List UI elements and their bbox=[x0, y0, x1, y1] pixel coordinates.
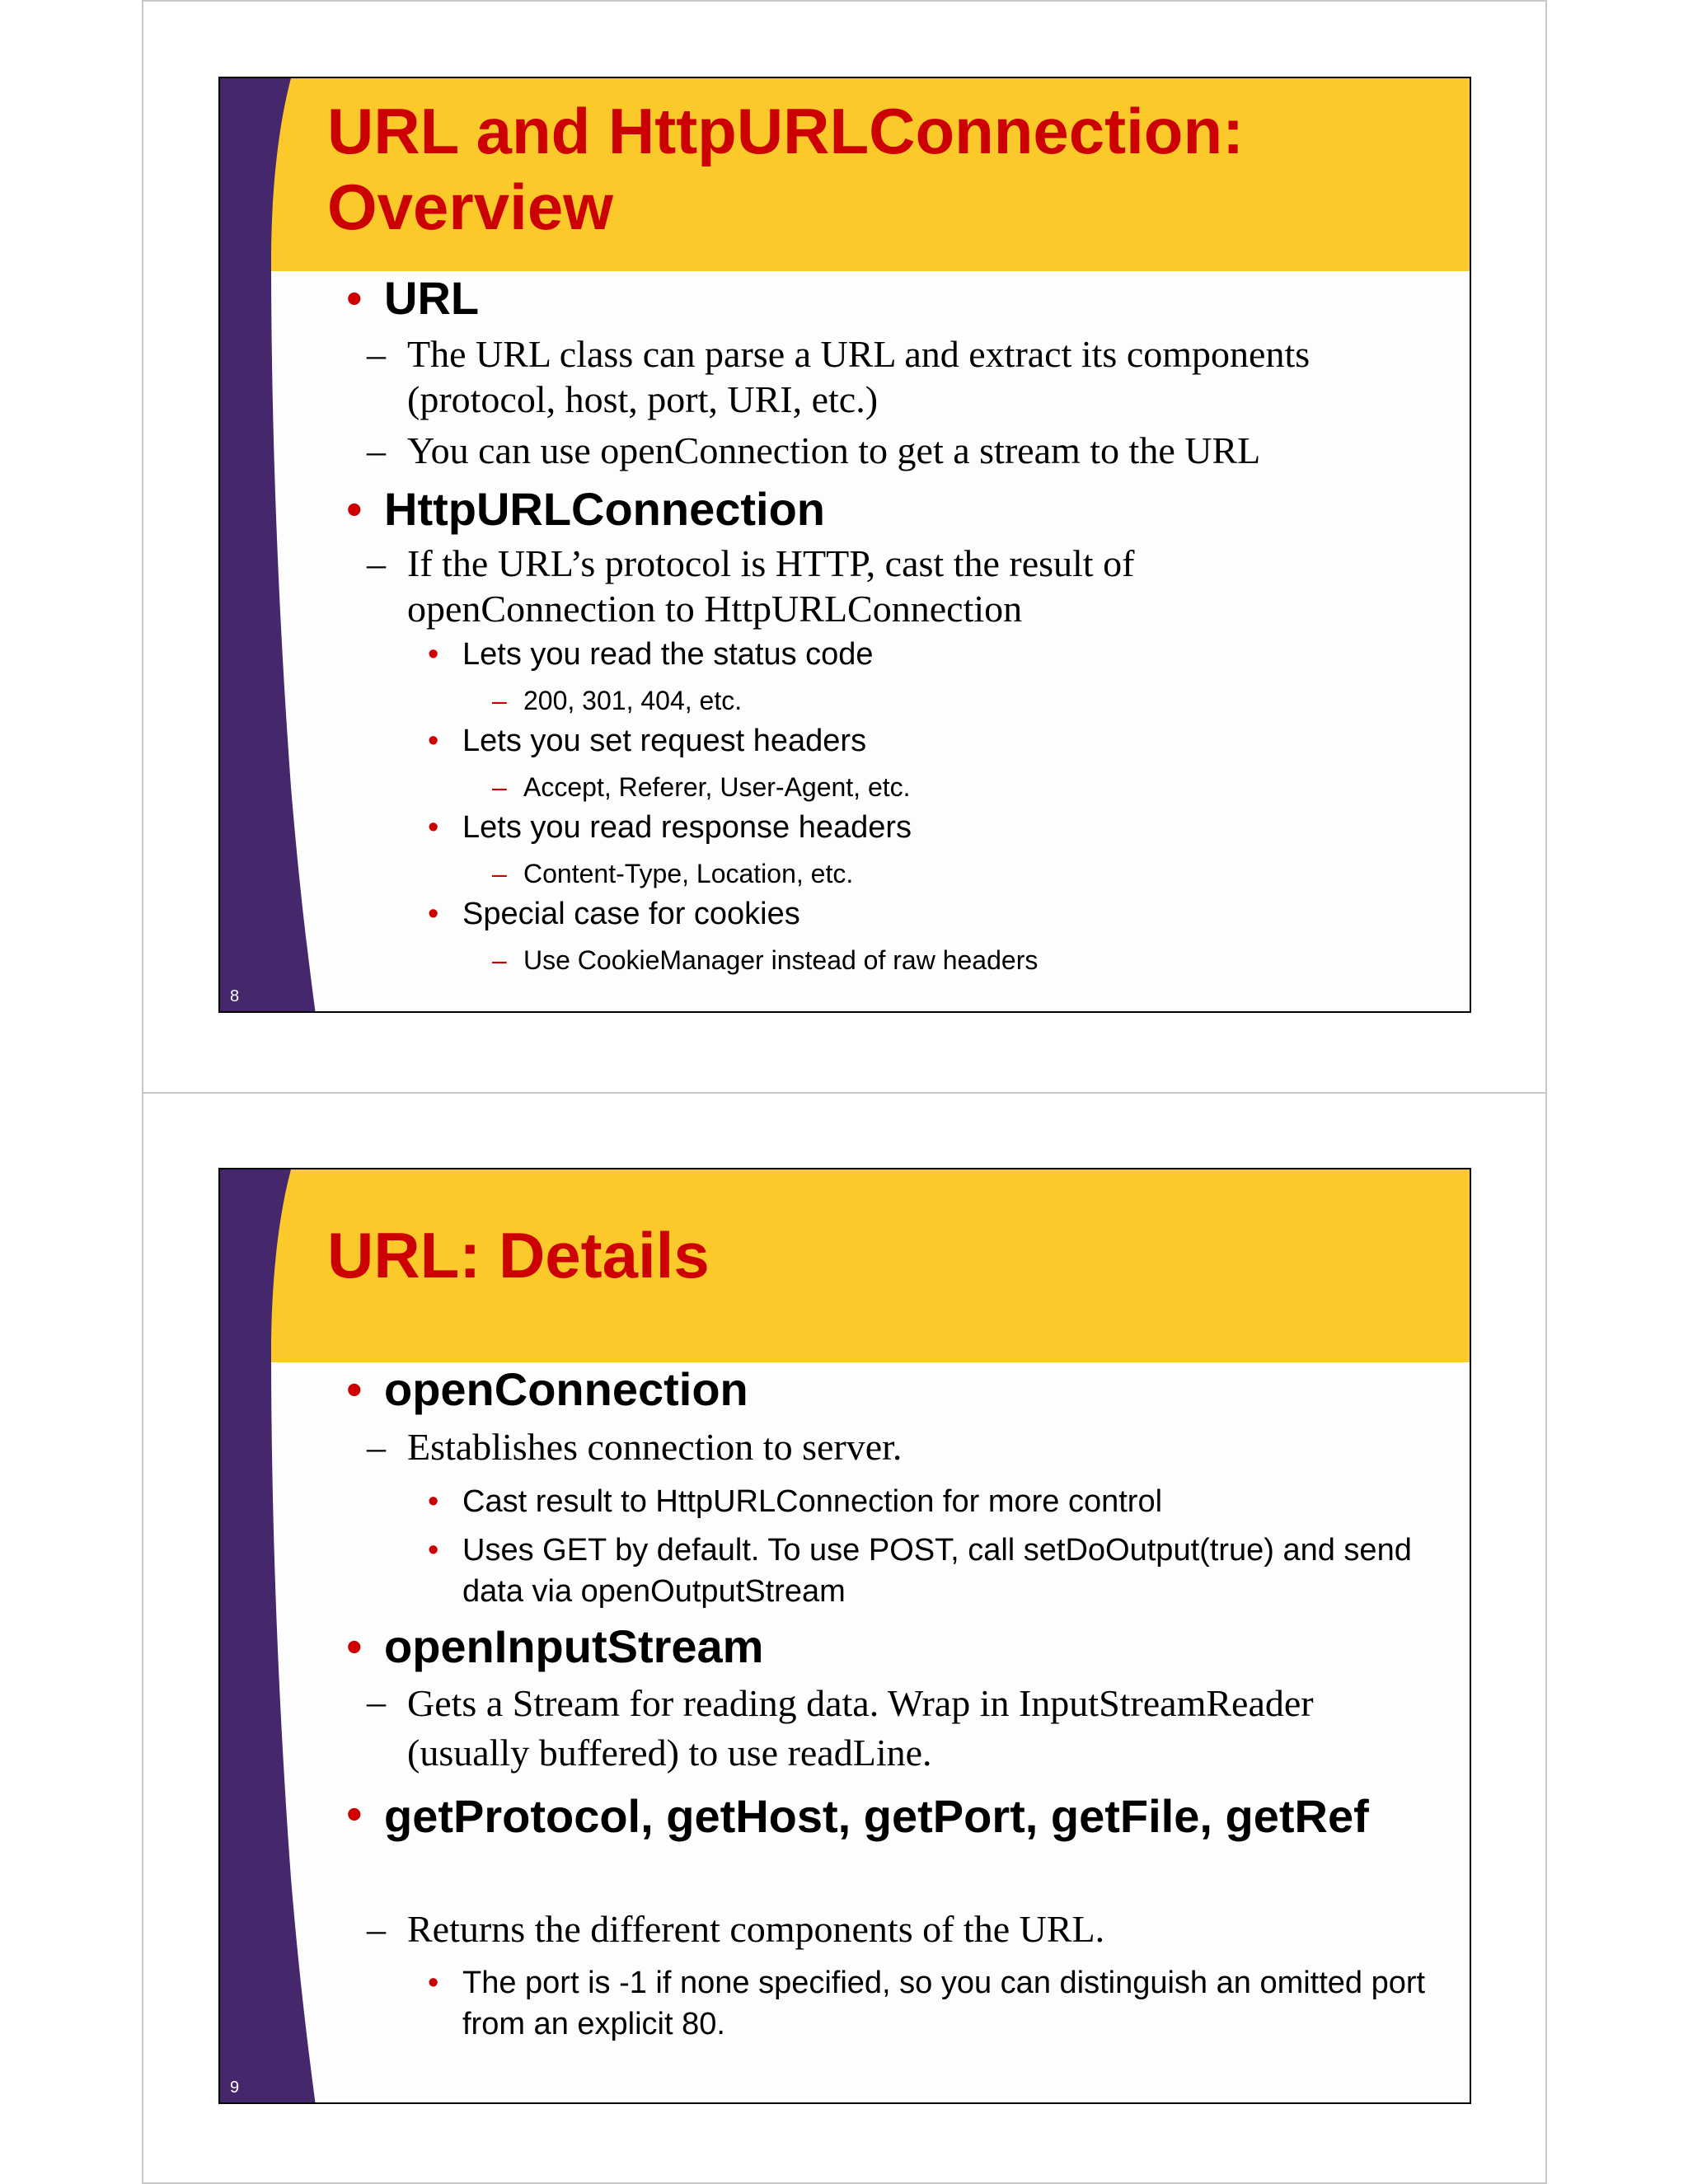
bullet-text: Uses GET by default. To use POST, call setDoOutput(true) and send data via openOutputStream bbox=[462, 1533, 1412, 1609]
bullet-text: openConnection bbox=[384, 1363, 748, 1415]
bullet-text: Accept, Referer, User-Agent, etc. bbox=[523, 772, 911, 802]
bullet-text: openInputStream bbox=[384, 1620, 764, 1672]
bullet-icon: • bbox=[346, 1363, 363, 1415]
list-item bbox=[428, 1481, 1400, 1522]
list-item bbox=[492, 944, 1399, 977]
list-item bbox=[367, 428, 1372, 473]
bullet-icon: • bbox=[428, 897, 439, 931]
slide-title bbox=[327, 93, 1448, 245]
list-item bbox=[428, 1530, 1417, 1612]
page-divider bbox=[142, 1092, 1547, 1094]
dash-icon: – bbox=[367, 1680, 386, 1722]
dash-icon: – bbox=[367, 1908, 386, 1950]
dash-icon: – bbox=[367, 542, 386, 584]
list-item bbox=[346, 271, 1380, 326]
list-item bbox=[367, 1424, 1372, 1469]
list-item bbox=[346, 1362, 1380, 1417]
dash-icon: – bbox=[367, 429, 386, 471]
dash-icon: – bbox=[492, 945, 507, 975]
bullet-text: If the URL’s protocol is HTTP, cast the result of openConnection to HttpURLConnection bbox=[407, 542, 1135, 630]
slide-number: 9 bbox=[230, 2079, 240, 2097]
bullet-text: Lets you read the status code bbox=[462, 637, 874, 672]
slide-title-line: URL: Details bbox=[327, 1219, 710, 1291]
bullet-text: URL bbox=[384, 272, 480, 324]
list-item bbox=[367, 541, 1191, 631]
bullet-text: getProtocol, getHost, getPort, getFile, getRef bbox=[384, 1790, 1369, 1842]
side-bar bbox=[220, 78, 319, 1011]
list-item bbox=[367, 1679, 1381, 1778]
bullet-text: 200, 301, 404, etc. bbox=[523, 686, 743, 715]
list-item bbox=[346, 1619, 1380, 1674]
bullet-icon: • bbox=[428, 637, 439, 672]
bullet-text: You can use openConnection to get a stream to the URL bbox=[407, 429, 1261, 471]
bullet-icon: • bbox=[428, 1533, 439, 1568]
bullet-icon: • bbox=[346, 1788, 363, 1840]
bullet-icon: • bbox=[428, 1484, 439, 1519]
slide-title-line: URL and HttpURLConnection: bbox=[327, 95, 1245, 167]
list-item bbox=[492, 684, 1399, 717]
bullet-icon: • bbox=[428, 810, 439, 845]
bullet-icon: • bbox=[428, 724, 439, 758]
bullet-text: The URL class can parse a URL and extract its components (protocol, host, port, URI, etc.) bbox=[407, 333, 1311, 420]
dash-icon: – bbox=[367, 1426, 386, 1468]
list-item bbox=[428, 720, 1400, 762]
slide-details bbox=[218, 1168, 1471, 2104]
bullet-text: Returns the different components of the URL. bbox=[407, 1908, 1105, 1950]
bullet-text: Lets you set request headers bbox=[462, 724, 867, 758]
list-item bbox=[492, 857, 1399, 890]
list-item bbox=[428, 807, 1400, 848]
slide-title bbox=[327, 1217, 1448, 1293]
dash-icon: – bbox=[492, 772, 507, 802]
bullet-text: Content-Type, Location, etc. bbox=[523, 859, 854, 888]
slide-title-line: Overview bbox=[327, 171, 613, 243]
dash-icon: – bbox=[492, 686, 507, 715]
list-item bbox=[428, 1962, 1425, 2045]
list-item bbox=[367, 1906, 1372, 1952]
dash-icon: – bbox=[367, 333, 386, 375]
bullet-text: Gets a Stream for reading data. Wrap in InputStreamReader (usually buffered) to use readLine. bbox=[407, 1682, 1314, 1774]
bullet-text: Cast result to HttpURLConnection for more control bbox=[462, 1484, 1163, 1519]
bullet-icon: • bbox=[346, 272, 363, 324]
bullet-icon: • bbox=[346, 483, 363, 535]
slide-number: 8 bbox=[230, 987, 240, 1005]
slide-overview bbox=[218, 77, 1471, 1013]
bullet-icon: • bbox=[428, 1966, 439, 2000]
side-bar bbox=[220, 1169, 319, 2102]
bullet-text: The port is -1 if none specified, so you can distinguish an omitted port from an explicit 80. bbox=[462, 1966, 1426, 2041]
bullet-text: HttpURLConnection bbox=[384, 483, 826, 535]
list-item bbox=[346, 482, 1380, 537]
list-item bbox=[428, 893, 1400, 935]
list-item bbox=[428, 634, 1400, 675]
bullet-text: Lets you read response headers bbox=[462, 810, 912, 845]
list-item bbox=[367, 331, 1372, 422]
bullet-icon: • bbox=[346, 1620, 363, 1672]
list-item bbox=[346, 1787, 1369, 1846]
bullet-text: Special case for cookies bbox=[462, 897, 800, 931]
dash-icon: – bbox=[492, 859, 507, 888]
bullet-text: Establishes connection to server. bbox=[407, 1426, 903, 1468]
list-item bbox=[492, 771, 1399, 804]
bullet-text: Use CookieManager instead of raw headers bbox=[523, 945, 1039, 975]
